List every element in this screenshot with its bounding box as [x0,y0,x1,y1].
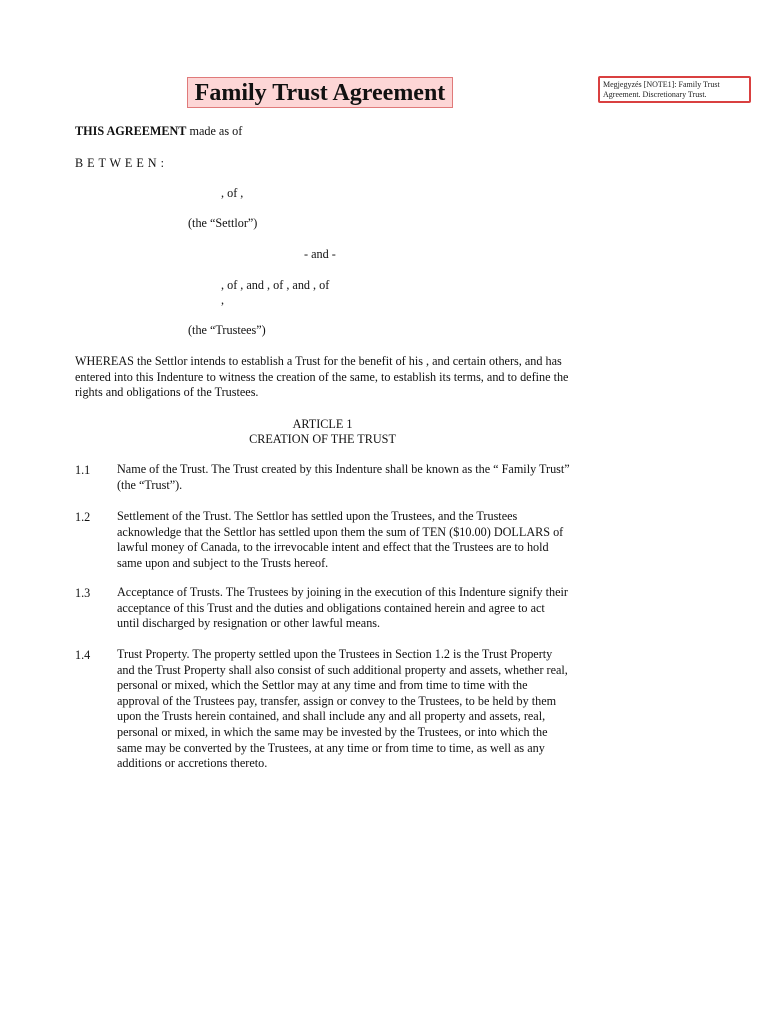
article-number: ARTICLE 1 [292,417,353,431]
section-text: Settlement of the Trust. The Settlor has settled upon the Trustees, and the Trustees acknowledge that the Settlor has settled upon them the sum of TEN ($10.00) DOLLARS of lawful money of Canada, to the irrevocable intent and effect that the Trustees are to hold same upon and subject to the Trusts hereof. [117,509,564,570]
article-title: CREATION OF THE TRUST [249,432,396,446]
section-number: 1.3 [75,586,91,600]
trustees-blank-line1: , of , and , of , and , of [221,278,330,292]
trustees-blank-line2: , [221,293,225,307]
opening-bold: THIS AGREEMENT [75,124,187,138]
and-label: - and - [304,247,336,261]
document-title: Family Trust Agreement [187,77,453,108]
section-text: Name of the Trust. The Trust created by this Indenture shall be known as the “ Family Trust” (the “Trust”). [117,462,570,492]
opening-rest: made as of [186,124,243,138]
settlor-label: (the “Settlor”) [188,216,258,230]
settlor-blank: , of , [221,186,244,200]
section-number: 1.1 [75,463,91,477]
section-text: Acceptance of Trusts. The Trustees by joining in the execution of this Indenture signify their acceptance of this Trust and the duties and obligations contained herein and agree to act until discharged by resignation or other lawful means. [117,585,568,631]
between-heading: B E T W E E N : [75,156,165,170]
section-text: Trust Property. The property settled upon the Trustees in Section 1.2 is the Trust Property and the Trust Property shall also consist of such additional property and assets, whether real, personal or mixed, which the Settlor may at any time and from time to time with the approval of the Trustees pay, transfer, assign or convey to the Trustees, to be held by them upon the Trusts herein contained, and shall include any and all property and assets, real, personal or mixed, in which the same may be invested by the Trustees, or into which the same may be converted by the Trustees, at any time or from time to time, as well as any additions or accretions thereto. [117,647,568,771]
whereas-paragraph: WHEREAS the Settlor intends to establish a Trust for the benefit of his , and certain others, and has entered into this Indenture to witness the creation of the same, to establish its terms, and to define the rights and obligations of the Trustees. [75,354,569,400]
margin-comment[interactable]: Megjegyzés [NOTE1]: Family Trust Agreement. Discretionary Trust. [598,76,751,103]
opening-line [75,123,242,139]
section-number: 1.4 [75,648,91,662]
trustees-label: (the “Trustees”) [188,323,266,337]
section-number: 1.2 [75,510,91,524]
